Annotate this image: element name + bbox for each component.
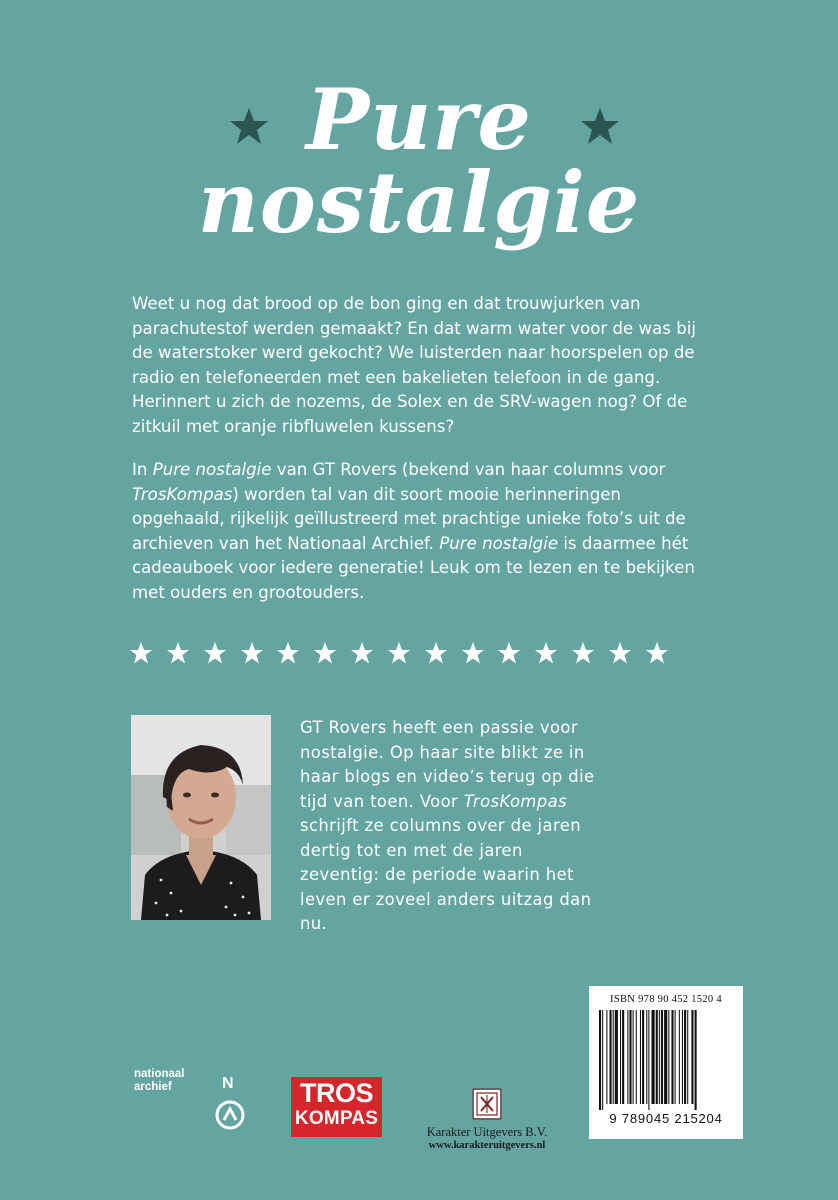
- troskompas-logo-line-1: TROS: [299, 1078, 373, 1108]
- nationaal-archief-line-2: archief: [134, 1081, 172, 1093]
- book-title-reference: Pure nostalgie: [439, 533, 559, 553]
- barcode-bar: [610, 1010, 612, 1104]
- barcode-bar: [675, 1010, 676, 1104]
- barcode-bar: [629, 1010, 631, 1104]
- bio-text: schrijft ze columns over de jaren dertig tot en met de jaren zeventig: de periode waarin het leven er zoveel anders uitzag dan nu.: [300, 816, 592, 933]
- barcode-bar: [664, 1010, 667, 1104]
- isbn-barcode: [589, 986, 743, 1139]
- isbn-label: ISBN 978 90 452 1520 4: [610, 994, 722, 1005]
- barcode-bar: [602, 1010, 603, 1110]
- blurb-text: ) worden tal van dit soort mooie herinneringen opgehaald, rijkelijk geïllustreerd met prachtige unieke foto’s uit de archieven van het Nationaal Archief.: [132, 484, 686, 553]
- blurb-paragraph-2: [132, 458, 717, 605]
- divider-star-icon: [166, 641, 190, 665]
- divider-star-icon: [571, 641, 595, 665]
- barcode-bar: [652, 1010, 655, 1104]
- divider-star-icon: [350, 641, 374, 665]
- bio-text: GT Rovers heeft een passie voor nostalgie. Op haar site blikt ze in haar blogs en video’s terug op die tijd van toen. Voor: [300, 718, 595, 811]
- barcode-bar: [656, 1010, 658, 1104]
- divider-star-icon: [240, 641, 264, 665]
- title-line-1: Pure: [306, 70, 532, 169]
- nationaal-archief-n: N: [222, 1075, 234, 1092]
- barcode-bar: [668, 1010, 669, 1104]
- publisher-name: Karakter Uitgevers B.V.: [426, 1125, 548, 1139]
- divider-star-icon: [497, 641, 521, 665]
- author-bio: [300, 716, 600, 937]
- barcode-bar: [636, 1010, 637, 1104]
- star-divider: [129, 641, 669, 667]
- divider-star-icon: [203, 641, 227, 665]
- barcode-bar: [691, 1010, 693, 1104]
- barcode-bar: [613, 1010, 614, 1104]
- divider-star-icon: [424, 641, 448, 665]
- barcode-bar: [682, 1010, 683, 1104]
- barcode-bar: [627, 1010, 628, 1104]
- divider-star-icon: [313, 641, 337, 665]
- troskompas-logo-line-2: KOMPAS: [294, 1108, 379, 1129]
- barcode-bar: [659, 1010, 660, 1104]
- barcode-bar: [606, 1010, 607, 1104]
- barcode-bar: [684, 1010, 686, 1104]
- book-title-reference: Pure nostalgie: [152, 460, 272, 479]
- barcode-bar: [620, 1010, 621, 1104]
- author-portrait-image: [131, 715, 271, 920]
- barcode-bars: [597, 1010, 735, 1110]
- barcode-bar: [646, 1010, 647, 1104]
- barcode-bar: [679, 1010, 680, 1104]
- barcode-bar: [661, 1010, 663, 1104]
- author-photo: [131, 715, 271, 920]
- divider-star-icon: [534, 641, 558, 665]
- barcode-bar: [695, 1010, 697, 1110]
- barcode-bar: [687, 1010, 688, 1104]
- divider-star-icon: [276, 641, 300, 665]
- nationaal-archief-circle-icon: [214, 1099, 246, 1131]
- barcode-bar: [640, 1010, 641, 1104]
- magazine-reference: TrosKompas: [463, 791, 567, 811]
- troskompas-logo: [291, 1077, 382, 1137]
- barcode-bar: [599, 1010, 601, 1110]
- blurb-paragraph-1: Weet u nog dat brood op de bon ging en dat trouwjurken van parachutestof werden gemaakt? En dat warm water voor de was bij de waterstoker werd gekocht? We luisterden naar hoorspelen op de radio en telefoneerden met een bakelieten telefoon in de gang. Herinnert u zich de nozems, de Solex en de SRV-wagen nog? Of de zitkuil met oranje ribfluwelen kussens?: [132, 294, 696, 436]
- publisher-url: www.karakteruitgevers.nl: [428, 1140, 546, 1151]
- barcode-bar: [615, 1010, 618, 1104]
- nationaal-archief-mark: [214, 1075, 246, 1135]
- nationaal-archief-logo: [134, 1068, 184, 1094]
- karakter-crest-icon: [472, 1088, 502, 1120]
- barcode-bar: [648, 1010, 649, 1110]
- title-line-2: nostalgie: [197, 153, 641, 252]
- divider-star-icon: [387, 641, 411, 665]
- divider-star-icon: [461, 641, 485, 665]
- blurb-text: van GT Rovers (bekend van haar columns voor: [271, 460, 666, 479]
- barcode-digits: 9 789045 215204: [609, 1111, 723, 1126]
- barcode-bar: [633, 1010, 634, 1104]
- divider-star-icon: [608, 641, 632, 665]
- blurb-text: is daarmee hét cadeauboek voor iedere generatie! Leuk om te lezen en te bekijken met ouders en grootouders.: [132, 533, 695, 602]
- barcode-bar: [671, 1010, 673, 1104]
- blurb-text: In: [132, 460, 153, 479]
- barcode-bar: [622, 1010, 624, 1104]
- book-title: [0, 70, 838, 252]
- divider-star-icon: [129, 641, 153, 665]
- magazine-reference: TrosKompas: [132, 484, 233, 504]
- barcode-bar: [642, 1010, 644, 1104]
- nationaal-archief-line-1: nationaal: [134, 1068, 185, 1080]
- divider-star-icon: [645, 641, 669, 665]
